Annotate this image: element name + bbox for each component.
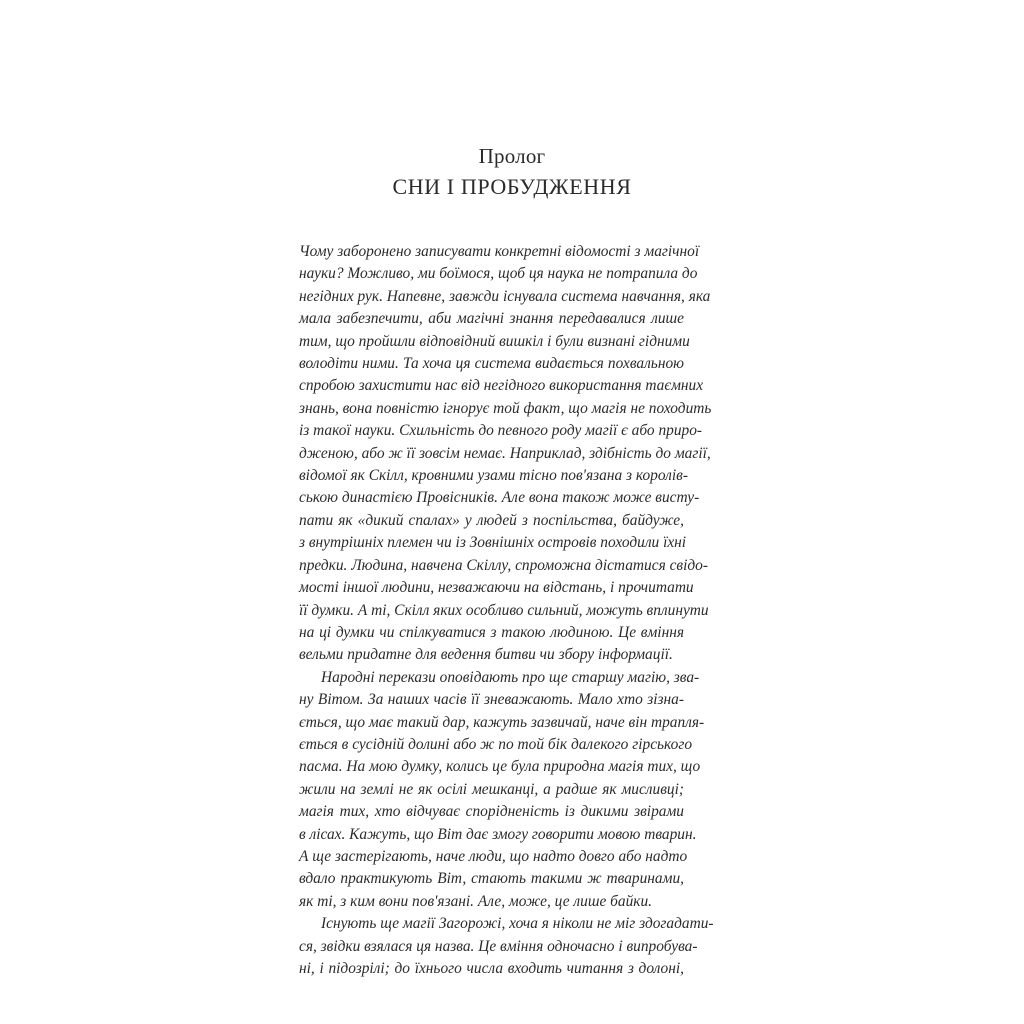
text-line: ні, і підозрілі; до їхнього числа входить читання з долоні, — [299, 960, 684, 977]
text-line: як ті, з ким вони пов'язані. Але, може, це лише байки. — [299, 892, 653, 910]
text-line: дженою, або ж її зовсім немає. Наприклад, здібність до магії, — [299, 444, 711, 462]
text-line: володіти ними. Та хоча ця система видається похвальною — [299, 355, 684, 373]
text-line: спробою захистити нас від негідного використання таємних — [299, 377, 704, 395]
text-line: її думки. А ті, Скілл яких особливо сильний, можуть вплинути — [299, 601, 709, 619]
text-line: ся, звідки взялася ця назва. Це вміння одночасно і випробува- — [299, 937, 698, 955]
chapter-label: Пролог — [478, 144, 546, 168]
text-line: відомої як Скілл, кровними узами тісно пов'язана з королів- — [299, 467, 688, 485]
text-line: ською династією Провісників. Але вона також може висту- — [299, 489, 700, 507]
text-line: мала забезпечити, аби магічні знання передавалися лише — [299, 310, 684, 328]
text-line: з внутрішніх племен чи із Зовнішніх островів походили їхні — [299, 534, 687, 552]
text-line: мості іншої людини, незважаючи на відстань, і прочитати — [299, 579, 694, 597]
body-text — [299, 241, 714, 980]
text-line: пати як «дикий спалах» у людей з поспільства, байдуже, — [299, 511, 684, 529]
text-line: вельми придатне для ведення битви чи збору інформації. — [299, 646, 673, 664]
text-line: із такої науки. Схильність до певного роду магії є або приро- — [299, 422, 703, 440]
text-line: ється в сусідній долині або ж по той бік далекого гірського — [299, 735, 693, 753]
text-line: ється, що має такий дар, кажуть зазвичай, наче він трапля- — [299, 713, 705, 731]
text-line: ну Вітом. За наших часів її зневажають. Мало хто зізна- — [299, 691, 684, 709]
text-line: негідних рук. Напевне, завжди існувала система навчання, яка — [299, 287, 711, 305]
text-line: Існують ще магії Загорожі, хоча я ніколи не міг здогадати- — [321, 915, 714, 933]
text-line: Народні перекази оповідають про ще старшу магію, зва- — [321, 668, 700, 686]
text-line: пасма. На мою думку, колись це була природна магія тих, що — [299, 758, 701, 776]
text-line: жили на землі не як осілі мешканці, а радше як мисливці; — [299, 780, 684, 798]
text-line: на ці думки чи спілкуватися з такою людиною. Це вміння — [299, 623, 684, 641]
text-line: предки. Людина, навчена Скіллу, спроможна дістатися свідо- — [299, 556, 708, 574]
text-line: науки? Можливо, ми боїмося, щоб ця наука не потрапила до — [299, 265, 698, 283]
text-line: тим, що пройшли відповідний вишкіл і були визнані гідними — [299, 332, 690, 350]
text-line: А ще застерігають, наче люди, що надто довго або надто — [299, 847, 688, 865]
text-line: вдало практикують Віт, стають такими ж тваринами, — [299, 870, 684, 888]
chapter-title: СНИ І ПРОБУДЖЕННЯ — [392, 174, 632, 199]
text-line: в лісах. Кажуть, що Віт дає змогу говорити мовою тварин. — [299, 825, 697, 843]
text-line: магія тих, хто відчуває спорідненість із дикими звірами — [299, 803, 684, 821]
text-line: Чому заборонено записувати конкретні відомості з магічної — [299, 243, 700, 260]
text-line: знань, вона повністю ігнорує той факт, що магія не походить — [299, 399, 712, 417]
